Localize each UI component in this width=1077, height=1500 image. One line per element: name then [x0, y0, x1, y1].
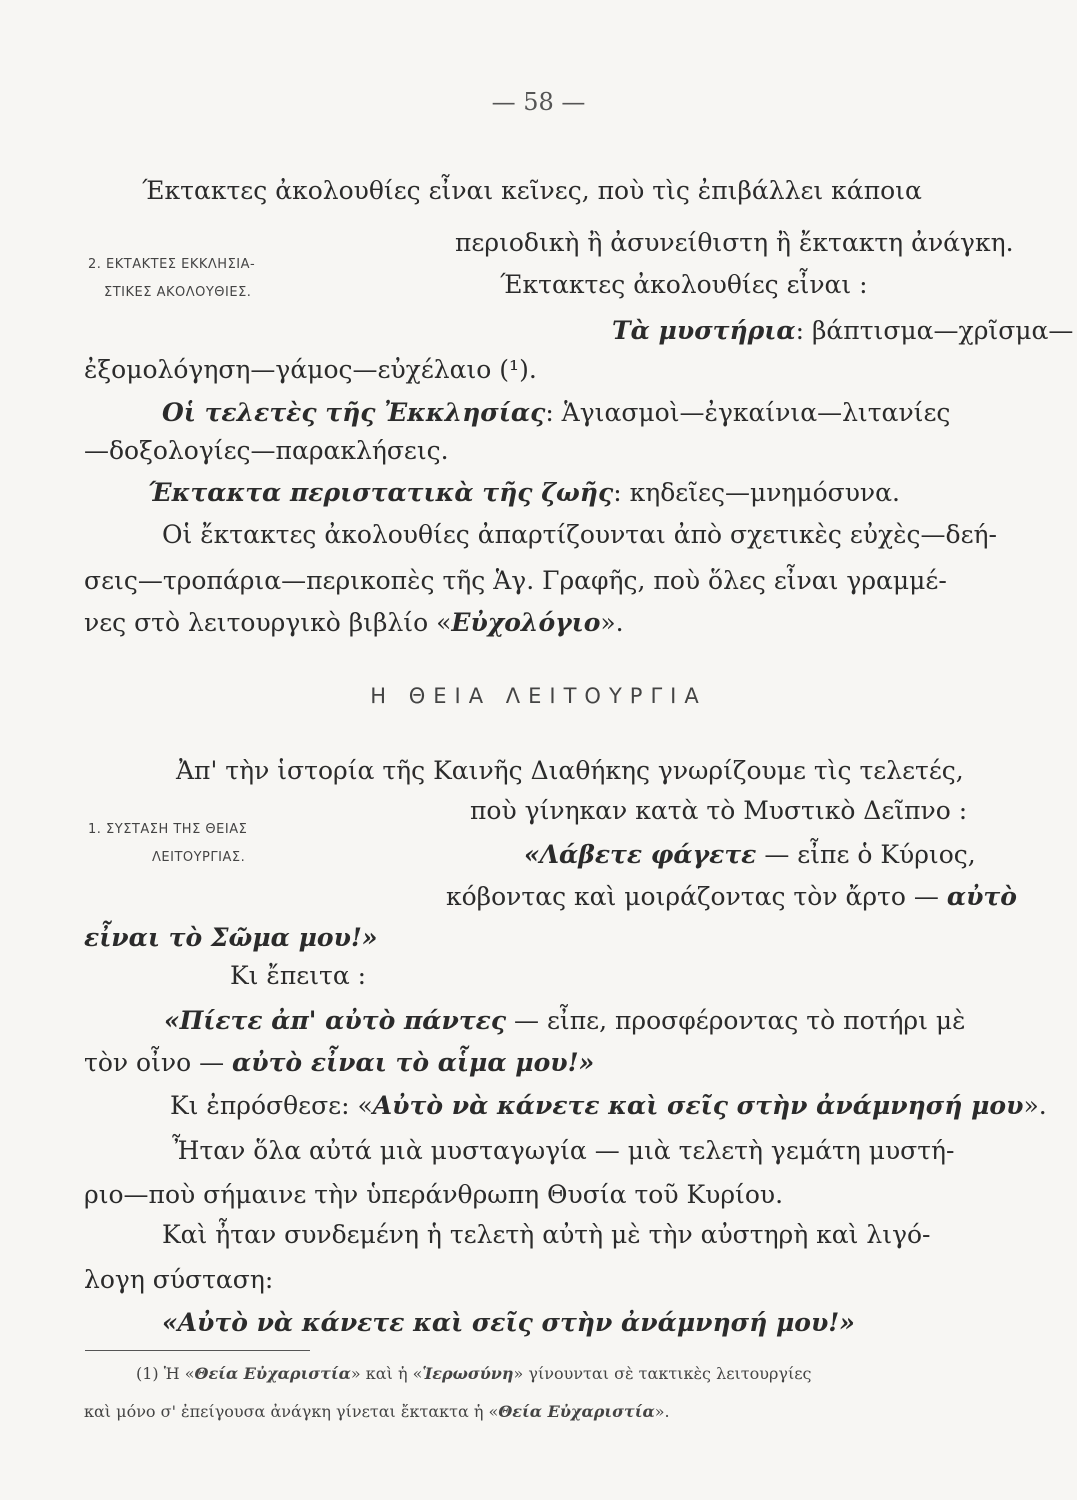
- text-line: λογη σύσταση:: [84, 1265, 274, 1294]
- quote-take-eat: «Λάβετε φάγετε: [524, 840, 757, 869]
- text-line: κόβοντας καὶ μοιράζοντας τὸν ἄρτο — αὐτὸ: [446, 882, 1017, 911]
- text-line: Ἀπ' τὴν ἱστορία τῆς Καινῆς Διαθήκης γνωρίζουμε τὶς τελετές,: [176, 756, 964, 785]
- text-line: Έκτακτες ἀκολουθίες εἶναι κεῖνες, ποὺ τὶς ἐπιβάλλει κάποια: [142, 176, 922, 205]
- book-title: Εὐχολόγιο: [451, 608, 601, 637]
- text-line: Οἱ ἔκτακτες ἀκολουθίες ἀπαρτίζουνται ἀπὸ σχετικὲς εὐχὲς—δεή-: [162, 520, 997, 549]
- text-line: Έκτακτα περιστατικὰ τῆς ζωῆς: κηδεῖες—μνημόσυνα.: [148, 478, 900, 507]
- text-line: Καὶ ἦταν συνδεμένη ἡ τελετὴ αὐτὴ μὲ τὴν αὐστηρὴ καὶ λιγό-: [162, 1220, 931, 1249]
- footnote-line: (1) Ἡ «Θεία Εὐχαριστία» καὶ ἡ «Ἱερωσύνη» γίνουνται σὲ τακτικὲς λειτουργίες: [136, 1364, 812, 1383]
- page-number: — 58 —: [491, 88, 586, 116]
- term-church-rites: Οἱ τελετὲς τῆς Ἐκκλησίας: [162, 398, 546, 427]
- text-line: —δοξολογίες—παρακλήσεις.: [84, 436, 449, 465]
- text-line: ἐξομολόγηση—γάμος—εὐχέλαιο (¹).: [84, 355, 537, 384]
- sidenote-section-1-line-2: ΛΕΙΤΟΥΡΓΙΑΣ.: [152, 850, 246, 865]
- text-line: τὸν οἶνο — αὐτὸ εἶναι τὸ αἷμα μου!»: [84, 1048, 595, 1077]
- text-line: «Αὐτὸ νὰ κάνετε καὶ σεῖς στὴν ἀνάμνησή μου!»: [162, 1308, 855, 1337]
- text-line: εἶναι τὸ Σῶμα μου!»: [84, 923, 378, 952]
- text-line: Κι ἔπειτα :: [230, 961, 367, 990]
- text-line: ποὺ γίνηκαν κατὰ τὸ Μυστικὸ Δεῖπνο :: [470, 796, 968, 825]
- text-line: ριο—ποὺ σήμαινε τὴν ὑπεράνθρωπη Θυσία τοῦ Κυρίου.: [84, 1180, 784, 1209]
- sidenote-section-2-line-2: ΣΤΙΚΕΣ ΑΚΟΛΟΥΘΙΕΣ.: [104, 285, 252, 300]
- text-line: Έκτακτες ἀκολουθίες εἶναι :: [500, 270, 868, 299]
- sidenote-section-2-line-1: 2. ΕΚΤΑΚΤΕΣ ΕΚΚΛΗΣΙΑ-: [88, 257, 256, 272]
- text-line: σεις—τροπάρια—περικοπὲς τῆς Ἁγ. Γραφῆς, ποὺ ὅλες εἶναι γραμμέ-: [84, 566, 947, 595]
- text-line: «Λάβετε φάγετε — εἶπε ὁ Κύριος,: [524, 840, 976, 869]
- sidenote-section-1-line-1: 1. ΣΥΣΤΑΣΗ ΤΗΣ ΘΕΙΑΣ: [88, 822, 248, 837]
- text-line: Κι ἐπρόσθεσε: «Αὐτὸ νὰ κάνετε καὶ σεῖς στὴν ἀνάμνησή μου».: [170, 1091, 1047, 1120]
- footnote-divider: [85, 1350, 310, 1351]
- footnote-line: καὶ μόνο σ' ἐπείγουσα ἀνάγκη γίνεται ἔκτακτα ἡ «Θεία Εὐχαριστία».: [84, 1402, 670, 1421]
- section-heading: Η ΘΕΙΑ ΛΕΙΤΟΥΡΓΙΑ: [370, 684, 707, 708]
- text-line: Οἱ τελετὲς τῆς Ἐκκλησίας: Ἁγιασμοὶ—ἐγκαίνια—λιτανίες: [162, 398, 951, 427]
- text-line: περιοδικὴ ἢ ἀσυνείθιστη ἢ ἔκτακτη ἀνάγκη.: [455, 228, 1014, 257]
- quote-drink: «Πίετε ἀπ' αὐτὸ πάντες: [164, 1006, 507, 1035]
- text-line: Ἦταν ὅλα αὐτά μιὰ μυσταγωγία — μιὰ τελετὴ γεμάτη μυστή-: [172, 1136, 955, 1165]
- text-line: νες στὸ λειτουργικὸ βιβλίο «Εὐχολόγιο».: [84, 608, 624, 637]
- term-mysteries: Τὰ μυστήρια: [612, 316, 796, 345]
- text-line: «Πίετε ἀπ' αὐτὸ πάντες — εἶπε, προσφέροντας τὸ ποτήρι μὲ: [164, 1006, 966, 1035]
- text-line: Τὰ μυστήρια: βάπτισμα—χρῖσμα—: [612, 316, 1074, 345]
- term-life-events: Έκτακτα περιστατικὰ τῆς ζωῆς: [148, 478, 614, 507]
